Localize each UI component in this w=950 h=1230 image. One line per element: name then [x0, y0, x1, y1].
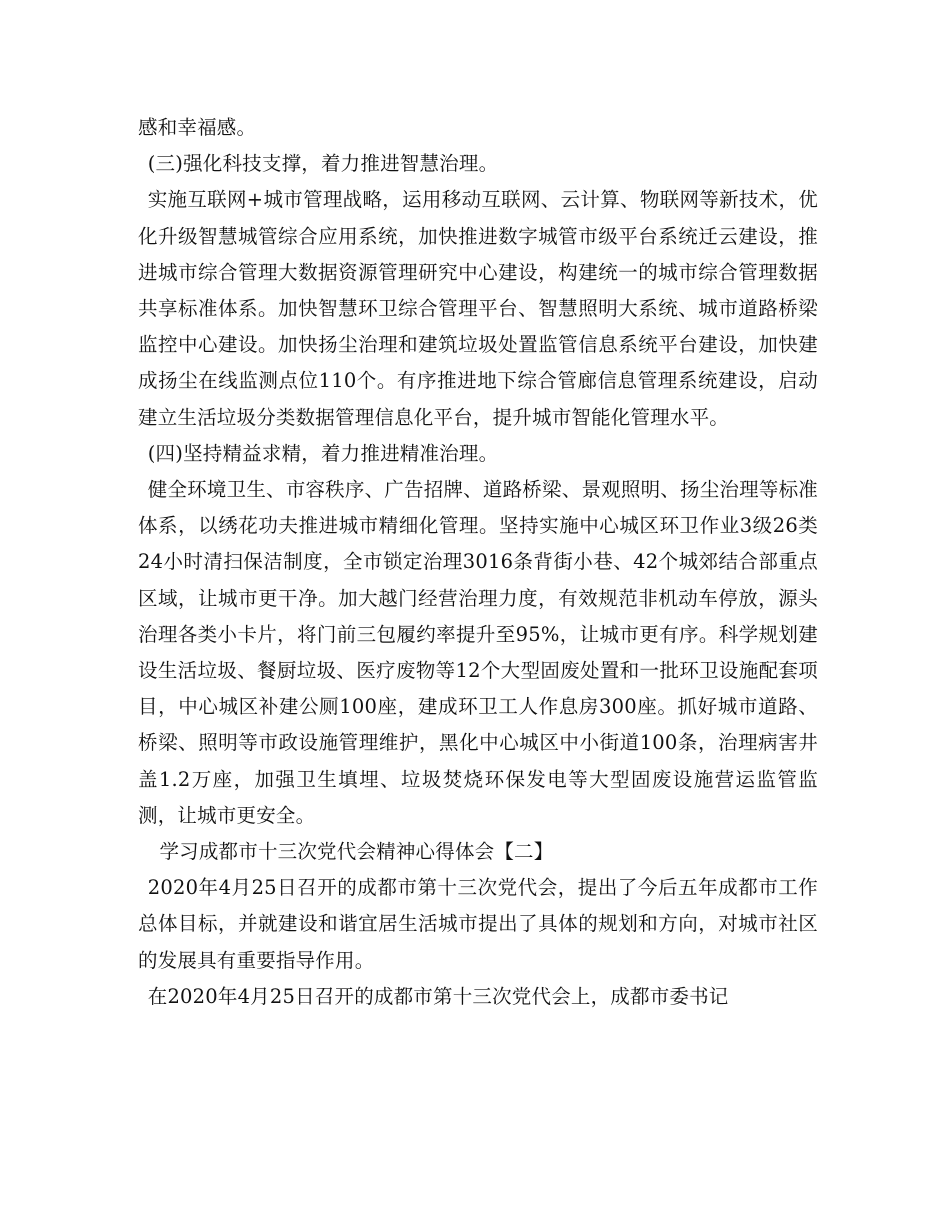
article-title-2: 学习成都市十三次党代会精神心得体会【二】	[159, 840, 554, 864]
section-heading-3: (三)强化科技支撑，着力推进智慧治理。	[147, 152, 499, 176]
paragraph-congress-secretary: 在2020年4月25日召开的成都市第十三次党代会上，成都市委书记	[147, 984, 729, 1008]
paragraph-precise-governance: 健全环境卫生、市容秩序、广告招牌、道路桥梁、景观照明、扬尘治理等标准体系，以绣花功夫推进城市精细化管理。坚持实施中心城区环卫作业3级26类24小时清扫保洁制度，全市锁定治理3016条背街小巷、42个城郊结合部重点区域，让城市更干净。加大越门经营治理力度，有效规范非机动车停放，源头治理各类小卡片，将门前三包履约率提升至95%，让城市更有序。科学规划建设生活垃圾、餐厨垃圾、医疗废物等12个大型固废处置和一批环卫设施配套项目，中心城区补建公厕100座，建成环卫工人作息房300座。抓好城市道路、桥梁、照明等市政设施管理维护，黑化中心城区中小街道100条，治理病害井盖1.2万座，加强卫生填埋、垃圾焚烧环保发电等大型固废设施营运监管监测，让城市更安全。	[138, 478, 818, 827]
paragraph-continuation: 感和幸福感。	[138, 116, 257, 139]
paragraph-congress-intro: 2020年4月25日召开的成都市第十三次党代会，提出了今后五年成都市工作总体目标，并就建设和谐宜居生活城市提出了具体的规划和方向，对城市社区的发展具有重要指导作用。	[138, 876, 818, 972]
section-heading-4: (四)坚持精益求精，着力推进精准治理。	[147, 441, 499, 465]
document-body	[138, 110, 818, 1015]
paragraph-smart-governance: 实施互联网+城市管理战略，运用移动互联网、云计算、物联网等新技术，优化升级智慧城管综合应用系统，加快推进数字城管市级平台系统迁云建设，推进城市综合管理大数据资源管理研究中心建设，构建统一的城市综合管理数据共享标准体系。加快智慧环卫综合管理平台、智慧照明大系统、城市道路桥梁监控中心建设。加快扬尘治理和建筑垃圾处置监管信息系统平台建设，加快建成扬尘在线监测点位110个。有序推进地下综合管廊信息管理系统建设，启动建立生活垃圾分类数据管理信息化平台，提升城市智能化管理水平。	[138, 188, 818, 429]
